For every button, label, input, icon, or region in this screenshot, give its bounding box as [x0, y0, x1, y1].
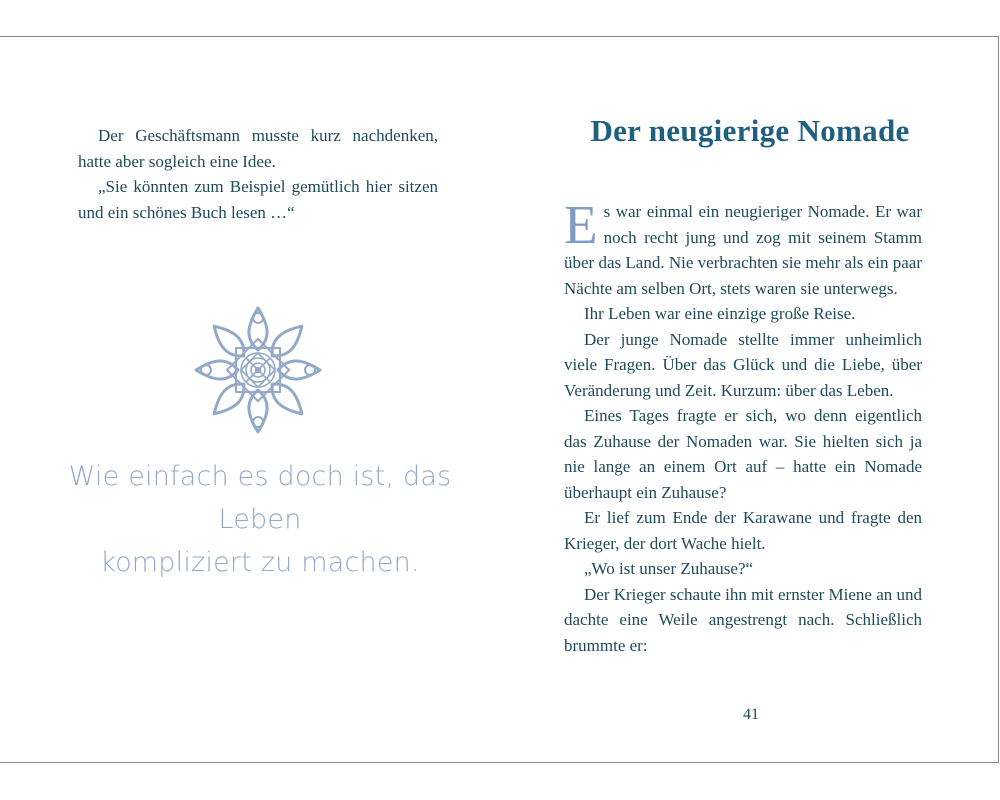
right-page — [500, 37, 998, 762]
pull-quote-line: kompliziert zu machen. — [100, 547, 420, 578]
right-page-text — [564, 194, 922, 658]
right-paragraph: Der junge Nomade stellte immer unheimlich viele Fragen. Über das Glück und die Liebe, über Veränderung und Zeit. Kurzum: über das Leben. — [564, 329, 922, 400]
book-spread — [0, 36, 999, 763]
left-paragraph: Der Geschäftsmann musste kurz nachdenken, hatte aber sogleich eine Idee. — [78, 126, 438, 171]
page-number: 41 — [743, 706, 759, 723]
drop-cap: E — [564, 194, 598, 255]
left-paragraph: „Sie könnten zum Beispiel gemütlich hier sitzen und ein schönes Buch lesen …“ — [78, 177, 438, 222]
first-paragraph-text: s war einmal ein neugieriger Nomade. Er war noch recht jung und zog mit seinem Stamm über das Land. Nie verbrachten sie mehr als ein paar Nächte am selben Ort, stets waren sie unterwegs. — [564, 202, 922, 298]
pull-quote-line: Wie einfach es doch ist, das Leben — [68, 461, 452, 535]
first-paragraph — [564, 194, 922, 301]
pull-quote — [60, 455, 460, 584]
right-paragraph: Eines Tages fragte er sich, wo denn eigentlich das Zuhause der Nomaden war. Sie hielten sich ja nie lange an einem Ort auf – hatte ein Nomade überhaupt ein Zuhause? — [564, 406, 922, 502]
right-paragraph: Er lief zum Ende der Karawane und fragte den Krieger, der dort Wache hielt. — [564, 508, 922, 553]
left-page-text — [78, 123, 438, 225]
right-paragraph: „Wo ist unser Zuhause?“ — [584, 559, 754, 578]
mandala-icon — [192, 305, 324, 435]
left-page — [0, 37, 500, 762]
chapter-title: Der neugierige Nomade — [590, 113, 910, 148]
right-paragraph: Der Krieger schaute ihn mit ernster Miene an und dachte eine Weile angestrengt nach. Schließlich brummte er: — [564, 584, 922, 655]
right-paragraph: Ihr Leben war eine einzige große Reise. — [584, 304, 856, 323]
